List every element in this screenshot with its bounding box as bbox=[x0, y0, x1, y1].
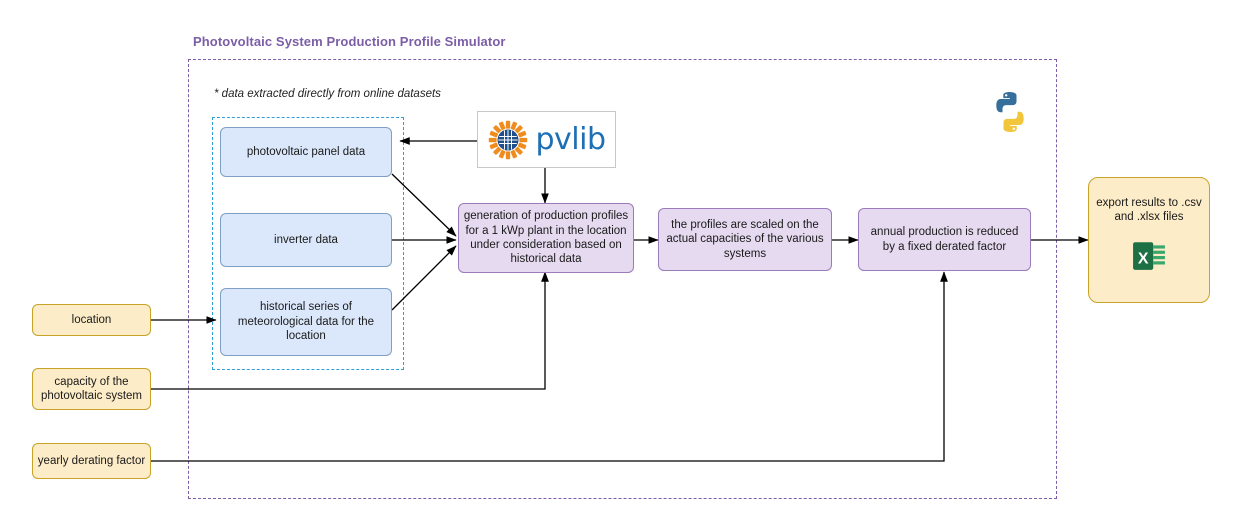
node-meteorological-data[interactable] bbox=[220, 288, 392, 356]
node-generation-process[interactable] bbox=[458, 203, 634, 273]
node-scaling-process[interactable] bbox=[658, 208, 832, 271]
node-label: yearly derating factor bbox=[37, 454, 146, 467]
node-photovoltaic-panel-data[interactable] bbox=[220, 127, 392, 177]
node-capacity-input[interactable] bbox=[32, 368, 151, 410]
node-derating-process[interactable] bbox=[858, 208, 1031, 271]
node-label: location bbox=[71, 313, 112, 326]
pvlib-wordmark: pvlib bbox=[535, 122, 606, 157]
node-label: the profiles are scaled on the actual capacities of the various systems bbox=[666, 218, 824, 260]
node-inverter-data[interactable] bbox=[220, 213, 392, 267]
excel-file-icon bbox=[1132, 239, 1166, 273]
datasets-note: * data extracted directly from online datasets bbox=[214, 88, 441, 100]
node-location-input[interactable] bbox=[32, 304, 151, 336]
node-label: historical series of meteorological data for the location bbox=[237, 301, 375, 343]
node-derating-factor-input[interactable] bbox=[32, 443, 151, 479]
pvlib-logo bbox=[477, 111, 616, 168]
node-label: inverter data bbox=[274, 233, 338, 246]
diagram-title: Photovoltaic System Production Profile Simulator bbox=[193, 34, 506, 49]
node-export-results[interactable] bbox=[1088, 177, 1210, 303]
svg-text:X: X bbox=[1137, 250, 1149, 268]
node-label: export results to .csv and .xlsx files bbox=[1096, 197, 1202, 224]
node-label: generation of production profiles for a 1 kWp plant in the location under consideration based on historical data bbox=[463, 210, 629, 266]
node-label: photovoltaic panel data bbox=[246, 145, 366, 158]
pvlib-sun-icon bbox=[487, 119, 529, 161]
node-label: capacity of the photovoltaic system bbox=[41, 375, 142, 402]
node-label: annual production is reduced by a fixed derated factor bbox=[870, 226, 1019, 253]
python-logo-icon bbox=[986, 88, 1034, 136]
